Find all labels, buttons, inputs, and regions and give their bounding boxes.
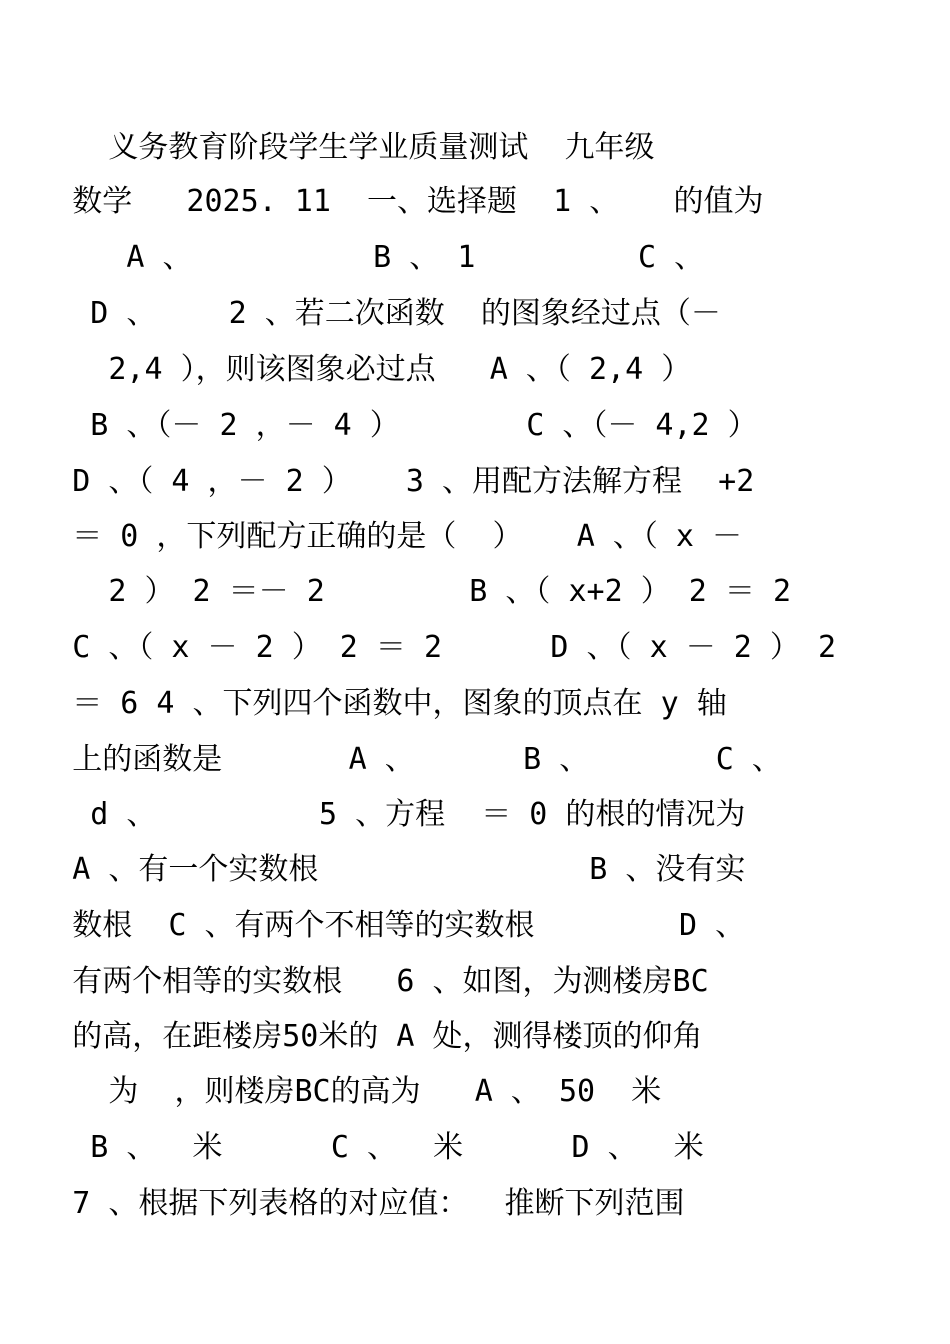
text-line: d 、 5 、方程 ＝ 0 的根的情况为	[0, 797, 746, 832]
text-line: ＝ 6 4 、下列四个函数中，图象的顶点在 y 轴	[0, 686, 727, 721]
text-line: ＝ 0 ，下列配方正确的是（ ） A 、（ x －	[0, 519, 743, 554]
text-line: D 、 2 、若二次函数 的图象经过点（－	[0, 296, 721, 331]
text-line: 2 ） 2 ＝－ 2 B 、（ x+2 ） 2 ＝ 2	[0, 574, 792, 609]
text-line: 数根 C 、有两个不相等的实数根 D 、	[0, 908, 746, 943]
text-line: 为 ，则楼房BC的高为 A 、 50 米	[0, 1074, 662, 1109]
text-line: 2,4 ），则该图象必过点 A 、（ 2,4 ）	[0, 352, 692, 387]
text-line: C 、（ x － 2 ） 2 ＝ 2 D 、（ x － 2 ） 2	[0, 630, 837, 665]
text-line: A 、有一个实数根 B 、没有实	[0, 852, 746, 887]
text-line: 义务教育阶段学生学业质量测试 九年级	[0, 130, 655, 165]
text-line: B 、 米 C 、 米 D 、 米	[0, 1130, 704, 1165]
text-line: 7 、根据下列表格的对应值： 推断下列范围	[0, 1186, 685, 1221]
text-line: D 、（ 4 ，－ 2 ） 3 、用配方法解方程 +2	[0, 464, 755, 499]
text-line: 有两个相等的实数根 6 、如图，为测楼房BC	[0, 964, 709, 999]
text-line: 的高，在距楼房50米的 A 处，测得楼顶的仰角	[0, 1019, 703, 1054]
text-line: A 、 B 、 1 C 、	[0, 240, 705, 275]
text-line: B 、（－ 2 ，－ 4 ） C 、（－ 4,2 ）	[0, 408, 758, 443]
text-line: 数学 2025. 11 一、选择题 1 、 的值为	[0, 184, 764, 219]
text-line: 上的函数是 A 、 B 、 C 、	[0, 742, 782, 777]
